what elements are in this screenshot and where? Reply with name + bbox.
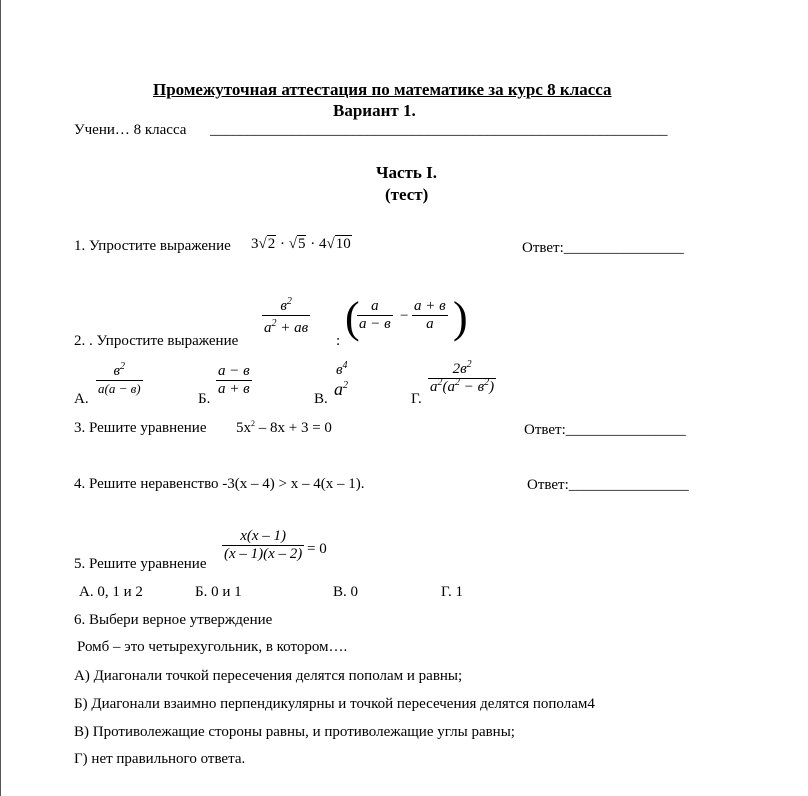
q5-rhs: = 0 <box>307 541 327 557</box>
q2-fraction-2 <box>357 298 393 333</box>
q5-text: 5. Решите уравнение <box>74 556 207 572</box>
q2-v-num-power: 4 <box>342 360 348 371</box>
q2-colon: : <box>336 333 341 349</box>
q1-radicand-1: 2 <box>267 236 276 252</box>
q1-coef-1: 3 <box>251 236 259 252</box>
q1-radicand-3: 10 <box>335 236 351 252</box>
q1-radicand-2: 5 <box>297 236 306 252</box>
q2-a-den: a(a − в) <box>98 381 141 396</box>
q2-option-b[interactable] <box>216 363 252 398</box>
q2-g-den-a: a <box>430 379 438 395</box>
q3-equation <box>236 420 332 437</box>
q2-g-den-b-power: 2 <box>484 377 490 388</box>
student-name-line: _____________________________________________________________ <box>210 122 668 138</box>
q3-eq-a: 5x <box>236 420 251 436</box>
q5-option-g[interactable]: Г. 1 <box>441 584 463 600</box>
part-title: Часть I. <box>376 163 437 182</box>
q2-f1-numerator: в <box>280 298 287 314</box>
q6-stem: Ромб – это четырехугольник, в котором…. <box>77 639 348 655</box>
q5-numerator: x(x – 1) <box>240 528 287 544</box>
q5-option-b[interactable]: Б. 0 и 1 <box>195 584 242 600</box>
q2-text: 2. . Упростите выражение <box>74 333 239 349</box>
q4-text: 4. Решите неравенство -3(x – 4) > x – 4(x – 1). <box>74 476 365 492</box>
right-paren-icon: ) <box>453 293 468 342</box>
q2-f2-numerator: a <box>371 298 379 314</box>
q1-text: 1. Упростите выражение <box>74 238 231 254</box>
q5-option-v[interactable]: В. 0 <box>333 584 359 600</box>
q2-g-num-power: 2 <box>466 359 472 370</box>
q1-expression <box>251 236 352 253</box>
q2-f3-denominator: a <box>412 315 448 333</box>
answer-blank[interactable]: ________________ <box>565 422 686 438</box>
q2-fraction-3 <box>412 298 448 333</box>
q2-f1-den-power: 2 <box>271 318 277 329</box>
q6-text: 6. Выбери верное утверждение <box>74 612 273 628</box>
q2-option-v[interactable] <box>334 362 350 400</box>
part-subtitle: (тест) <box>385 185 429 204</box>
q1-dot-2: · <box>310 236 316 252</box>
q2-g-den-a-power: 2 <box>437 377 443 388</box>
q2-b-num: a − в <box>218 363 250 379</box>
q2-f2-denominator: a − в <box>359 316 391 332</box>
q3-eq-b: – 8x + 3 = 0 <box>255 420 332 436</box>
q2-v-den-power: 2 <box>343 380 348 391</box>
q3-eq-power: 2 <box>251 419 255 428</box>
left-paren-icon: ( <box>345 293 360 342</box>
answer-label: Ответ: <box>524 422 566 438</box>
answer-label: Ответ: <box>527 477 569 493</box>
q2-g-den-minus: − в <box>460 379 485 395</box>
sqrt-icon: √ <box>258 236 267 252</box>
sqrt-icon: √ <box>326 236 335 252</box>
q2-fraction-1 <box>262 298 310 337</box>
q2-g-den-close: ) <box>489 379 495 395</box>
q2-b-den: a + в <box>218 381 250 397</box>
q6-option-v[interactable]: В) Противолежащие стороны равны, и противолежащие углы равны; <box>74 724 515 740</box>
q2-g-den-rest: (a <box>442 379 455 395</box>
q2-f1-den-a: a <box>264 320 272 336</box>
answer-label: Ответ: <box>522 240 564 256</box>
sqrt-icon: √ <box>288 236 297 252</box>
q2-a-num-power: 2 <box>120 361 126 372</box>
q2-option-v-label: В. <box>314 391 328 407</box>
q1-answer <box>522 240 684 257</box>
q5-fraction <box>222 528 304 563</box>
q2-minus: − <box>400 308 409 324</box>
q2-g-num: 2в <box>452 361 467 377</box>
q2-f1-den-rest: + aв <box>280 320 309 336</box>
page-title: Промежуточная аттестация по математике за курс 8 класса <box>153 80 612 99</box>
q6-option-b[interactable]: Б) Диагонали взаимно перпендикулярны и точкой пересечения делятся пополам4 <box>74 696 595 712</box>
page-border <box>0 0 1 796</box>
student-label: Учени… 8 класса <box>74 122 187 138</box>
answer-blank[interactable]: ________________ <box>568 477 689 493</box>
q2-option-b-label: Б. <box>198 391 211 407</box>
q1-dot-1: · <box>279 236 285 252</box>
q3-text: 3. Решите уравнение <box>74 420 207 436</box>
q3-answer <box>524 422 686 439</box>
q2-g-den-rest-power: 2 <box>455 377 460 388</box>
q2-v-num: в <box>336 362 343 378</box>
q2-f3-numerator: a + в <box>414 298 446 314</box>
q2-f1-num-power: 2 <box>286 296 292 307</box>
q2-v-den: a <box>334 379 343 399</box>
q6-option-g[interactable]: Г) нет правильного ответа. <box>74 751 246 767</box>
q6-option-a[interactable]: А) Диагонали точкой пересечения делятся пополам и равны; <box>74 668 463 684</box>
q2-option-a-label: А. <box>74 391 89 407</box>
q2-option-g[interactable] <box>428 361 496 396</box>
q2-a-num: в <box>113 363 121 379</box>
q2-option-a[interactable] <box>96 363 143 397</box>
variant-title: Вариант 1. <box>333 101 416 120</box>
q5-option-a[interactable]: А. 0, 1 и 2 <box>79 584 143 600</box>
q4-answer <box>527 477 689 494</box>
q2-option-g-label: Г. <box>411 391 422 407</box>
q1-coef-2: 4 <box>318 236 327 252</box>
q5-denominator: (x – 1)(x – 2) <box>224 546 303 562</box>
answer-blank[interactable]: ________________ <box>563 240 684 256</box>
